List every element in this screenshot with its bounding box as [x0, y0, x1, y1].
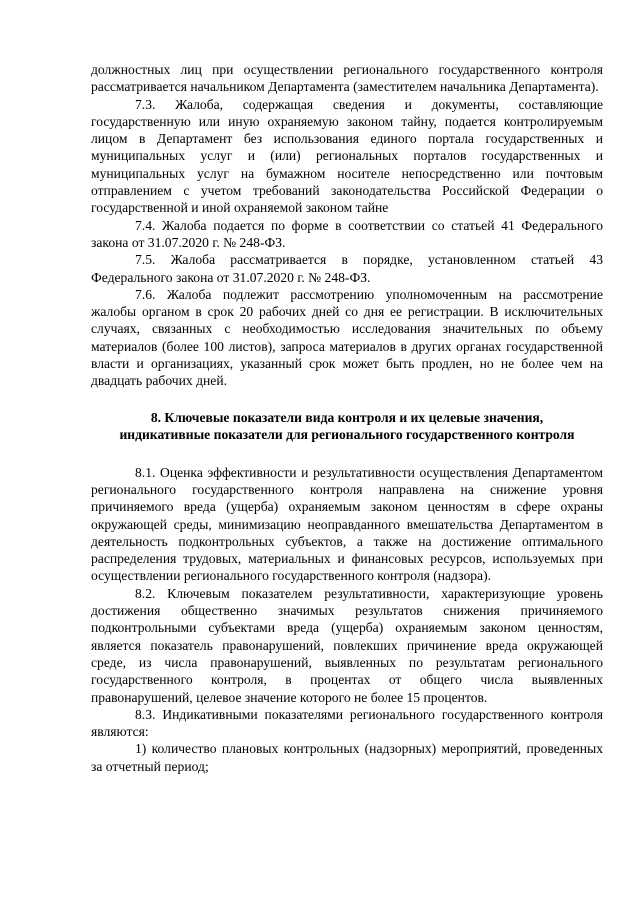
section-8-heading	[91, 409, 603, 444]
paragraph-8-3: 8.3. Индикативными показателями регионального государственного контроля являются:	[91, 706, 603, 740]
document-body	[91, 61, 603, 775]
paragraph-7-3: 7.3. Жалоба, содержащая сведения и документы, составляющие государственную или иную охраняемую законом тайну, подается контролируемым лицом в Департамент без использования единого портала государственных и муниципальных услуг и (или) региональных порталов государственных и муниципальных услуг на бумажном носителе непосредственно или почтовым отправлением с учетом требований законодательства Российской Федерации о государственной и иной охраняемой законом тайне	[91, 96, 603, 216]
intro-fragment-paragraph: должностных лиц при осуществлении регионального государственного контроля рассматривается начальником Департамента (заместителем начальника Департамента).	[91, 62, 603, 95]
paragraph-7-6: 7.6. Жалоба подлежит рассмотрению уполномоченным на рассмотрение жалобы органом в срок 20 рабочих дней со дня ее регистрации. В исключительных случаях, связанных с необходимостью исследования значительных по объему материалов (более 100 листов), запроса материалов в других органах государственной власти и организациях, указанный срок может быть продлен, но не более чем на двадцать рабочих дней.	[91, 286, 603, 389]
paragraph-8-3-item-1: 1) количество плановых контрольных (надзорных) мероприятий, проведенных за отчетный период;	[91, 741, 603, 774]
paragraph-7-5: 7.5. Жалоба рассматривается в порядке, установленном статьей 43 Федерального закона от 31.07.2020 г. № 248-ФЗ.	[91, 252, 603, 285]
paragraph-8-2: 8.2. Ключевым показателем результативности, характеризующие уровень достижения общественно значимых результатов снижения причиняемого подконтрольными субъектами вреда (ущерба) охраняемым законом ценностям, является показатель правонарушений, повлекших причинение вреда окружающей среде, из числа правонарушений, выявленных по результатам регионального государственного контроля, в процентах от общего числа выявленных правонарушений, целевое значение которого не более 15 процентов.	[91, 585, 603, 705]
section-8-heading-line-1: 8. Ключевые показатели вида контроля и их целевые значения,	[150, 409, 544, 425]
paragraph-8-1: 8.1. Оценка эффективности и результативности осуществления Департаментом регионального государственного контроля направлена на снижение уровня причиняемого вреда (ущерба) охраняемым законом ценностям в сфере охраны окружающей среды, минимизацию неоправданного вмешательства Департаментом в деятельность подконтрольных субъектов, а также на достижение оптимального распределения трудовых, материальных и финансовых ресурсов, используемых при осуществлении регионального государственного контроля (надзора).	[91, 464, 603, 584]
section-8-heading-line-2: индикативные показатели для регионального государственного контроля	[119, 427, 575, 443]
paragraph-7-4: 7.4. Жалоба подается по форме в соответствии со статьей 41 Федерального закона от 31.07.2020 г. № 248-ФЗ.	[91, 217, 603, 250]
